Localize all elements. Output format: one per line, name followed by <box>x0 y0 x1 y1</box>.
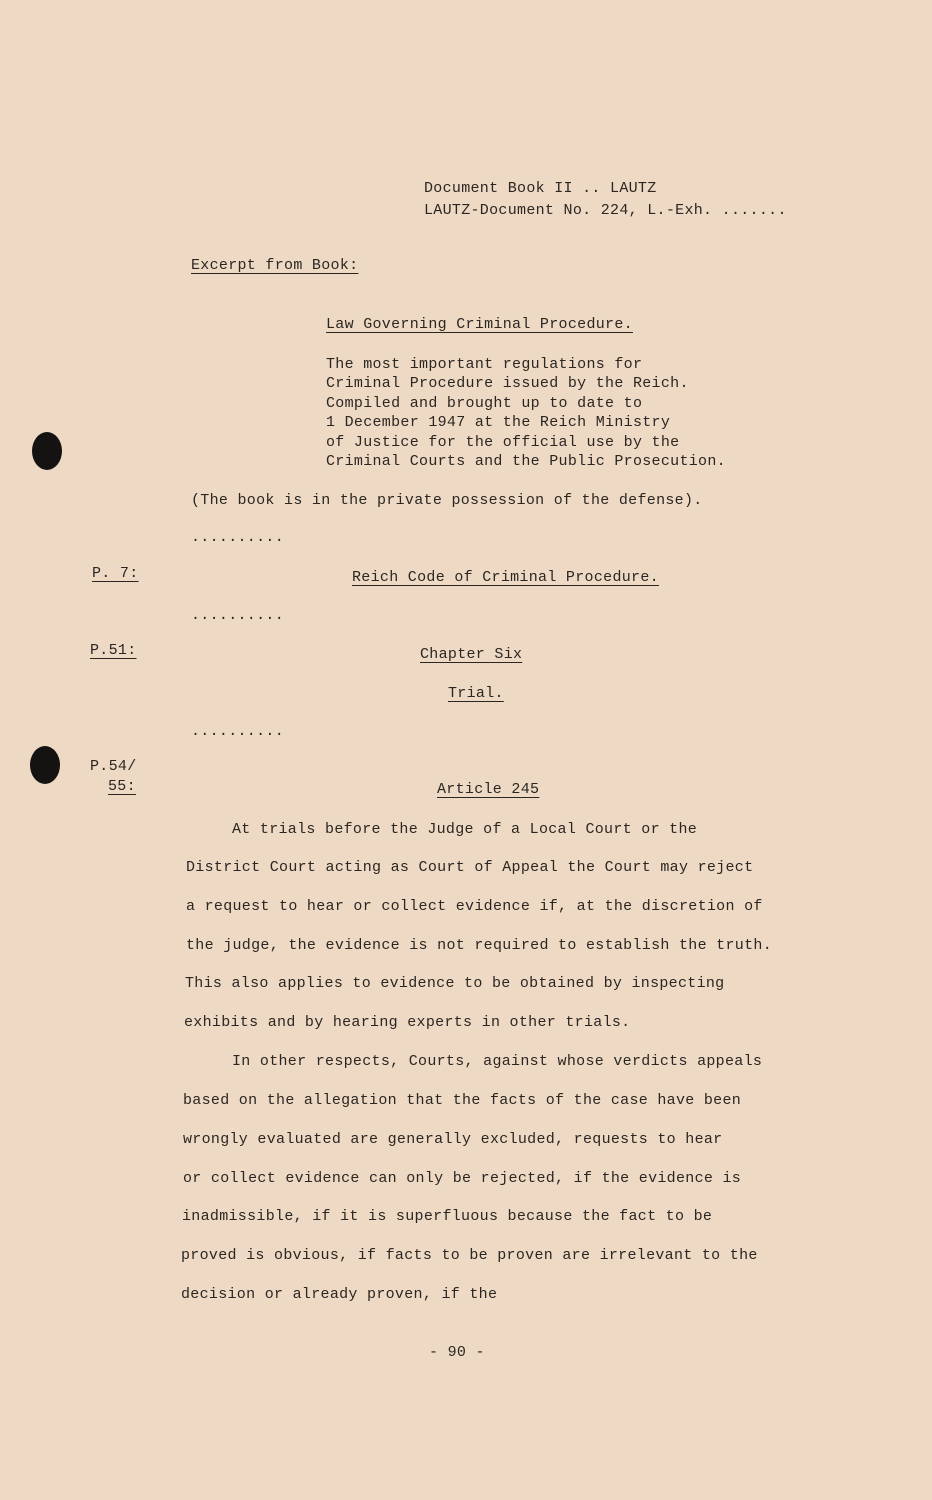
page-ref-51: P.51: <box>90 642 137 659</box>
body-line: In other respects, Courts, against whose verdicts appeals <box>232 1053 763 1070</box>
separator: .......... <box>191 529 285 546</box>
separator: .......... <box>191 723 285 740</box>
punch-hole <box>30 746 60 784</box>
body-line: based on the allegation that the facts of the case have been <box>183 1092 742 1109</box>
book-description-line: The most important regulations for <box>326 356 643 373</box>
book-description-line: 1 December 1947 at the Reich Ministry <box>326 414 671 431</box>
section-heading-reich-code: Reich Code of Criminal Procedure. <box>352 569 659 586</box>
punch-hole <box>32 432 62 470</box>
excerpt-label: Excerpt from Book: <box>191 257 359 274</box>
chapter-heading: Chapter Six <box>420 646 523 663</box>
header-line-1: Document Book II .. LAUTZ <box>424 180 657 197</box>
header-line-2: LAUTZ-Document No. 224, L.-Exh. ....... <box>424 202 787 219</box>
body-line: inadmissible, if it is superfluous because the fact to be <box>182 1208 713 1225</box>
book-description-line: Compiled and brought up to date to <box>326 395 643 412</box>
chapter-subheading: Trial. <box>448 685 504 702</box>
page-number: - 90 - <box>429 1344 485 1361</box>
body-line: proved is obvious, if facts to be proven are irrelevant to the <box>181 1247 758 1264</box>
article-heading: Article 245 <box>437 781 540 798</box>
possession-note: (The book is in the private possession of the defense). <box>191 492 703 509</box>
body-line: At trials before the Judge of a Local Court or the <box>232 821 698 838</box>
body-line: District Court acting as Court of Appeal the Court may reject <box>186 859 754 876</box>
page-ref-55: 55: <box>108 778 136 795</box>
body-line: decision or already proven, if the <box>181 1286 498 1303</box>
body-line: exhibits and by hearing experts in other trials. <box>184 1014 631 1031</box>
book-title: Law Governing Criminal Procedure. <box>326 316 633 333</box>
body-line: or collect evidence can only be rejected, if the evidence is <box>183 1170 742 1187</box>
separator: .......... <box>191 607 285 624</box>
page-ref-54: P.54/ <box>90 758 137 775</box>
body-line: the judge, the evidence is not required to establish the truth. <box>186 937 772 954</box>
book-description-line: Criminal Procedure issued by the Reich. <box>326 375 689 392</box>
book-description-line: Criminal Courts and the Public Prosecution. <box>326 453 726 470</box>
page-ref-7: P. 7: <box>92 565 139 582</box>
body-line: This also applies to evidence to be obtained by inspecting <box>185 975 725 992</box>
body-line: a request to hear or collect evidence if, at the discretion of <box>186 898 763 915</box>
body-line: wrongly evaluated are generally excluded, requests to hear <box>183 1131 723 1148</box>
book-description-line: of Justice for the official use by the <box>326 434 680 451</box>
